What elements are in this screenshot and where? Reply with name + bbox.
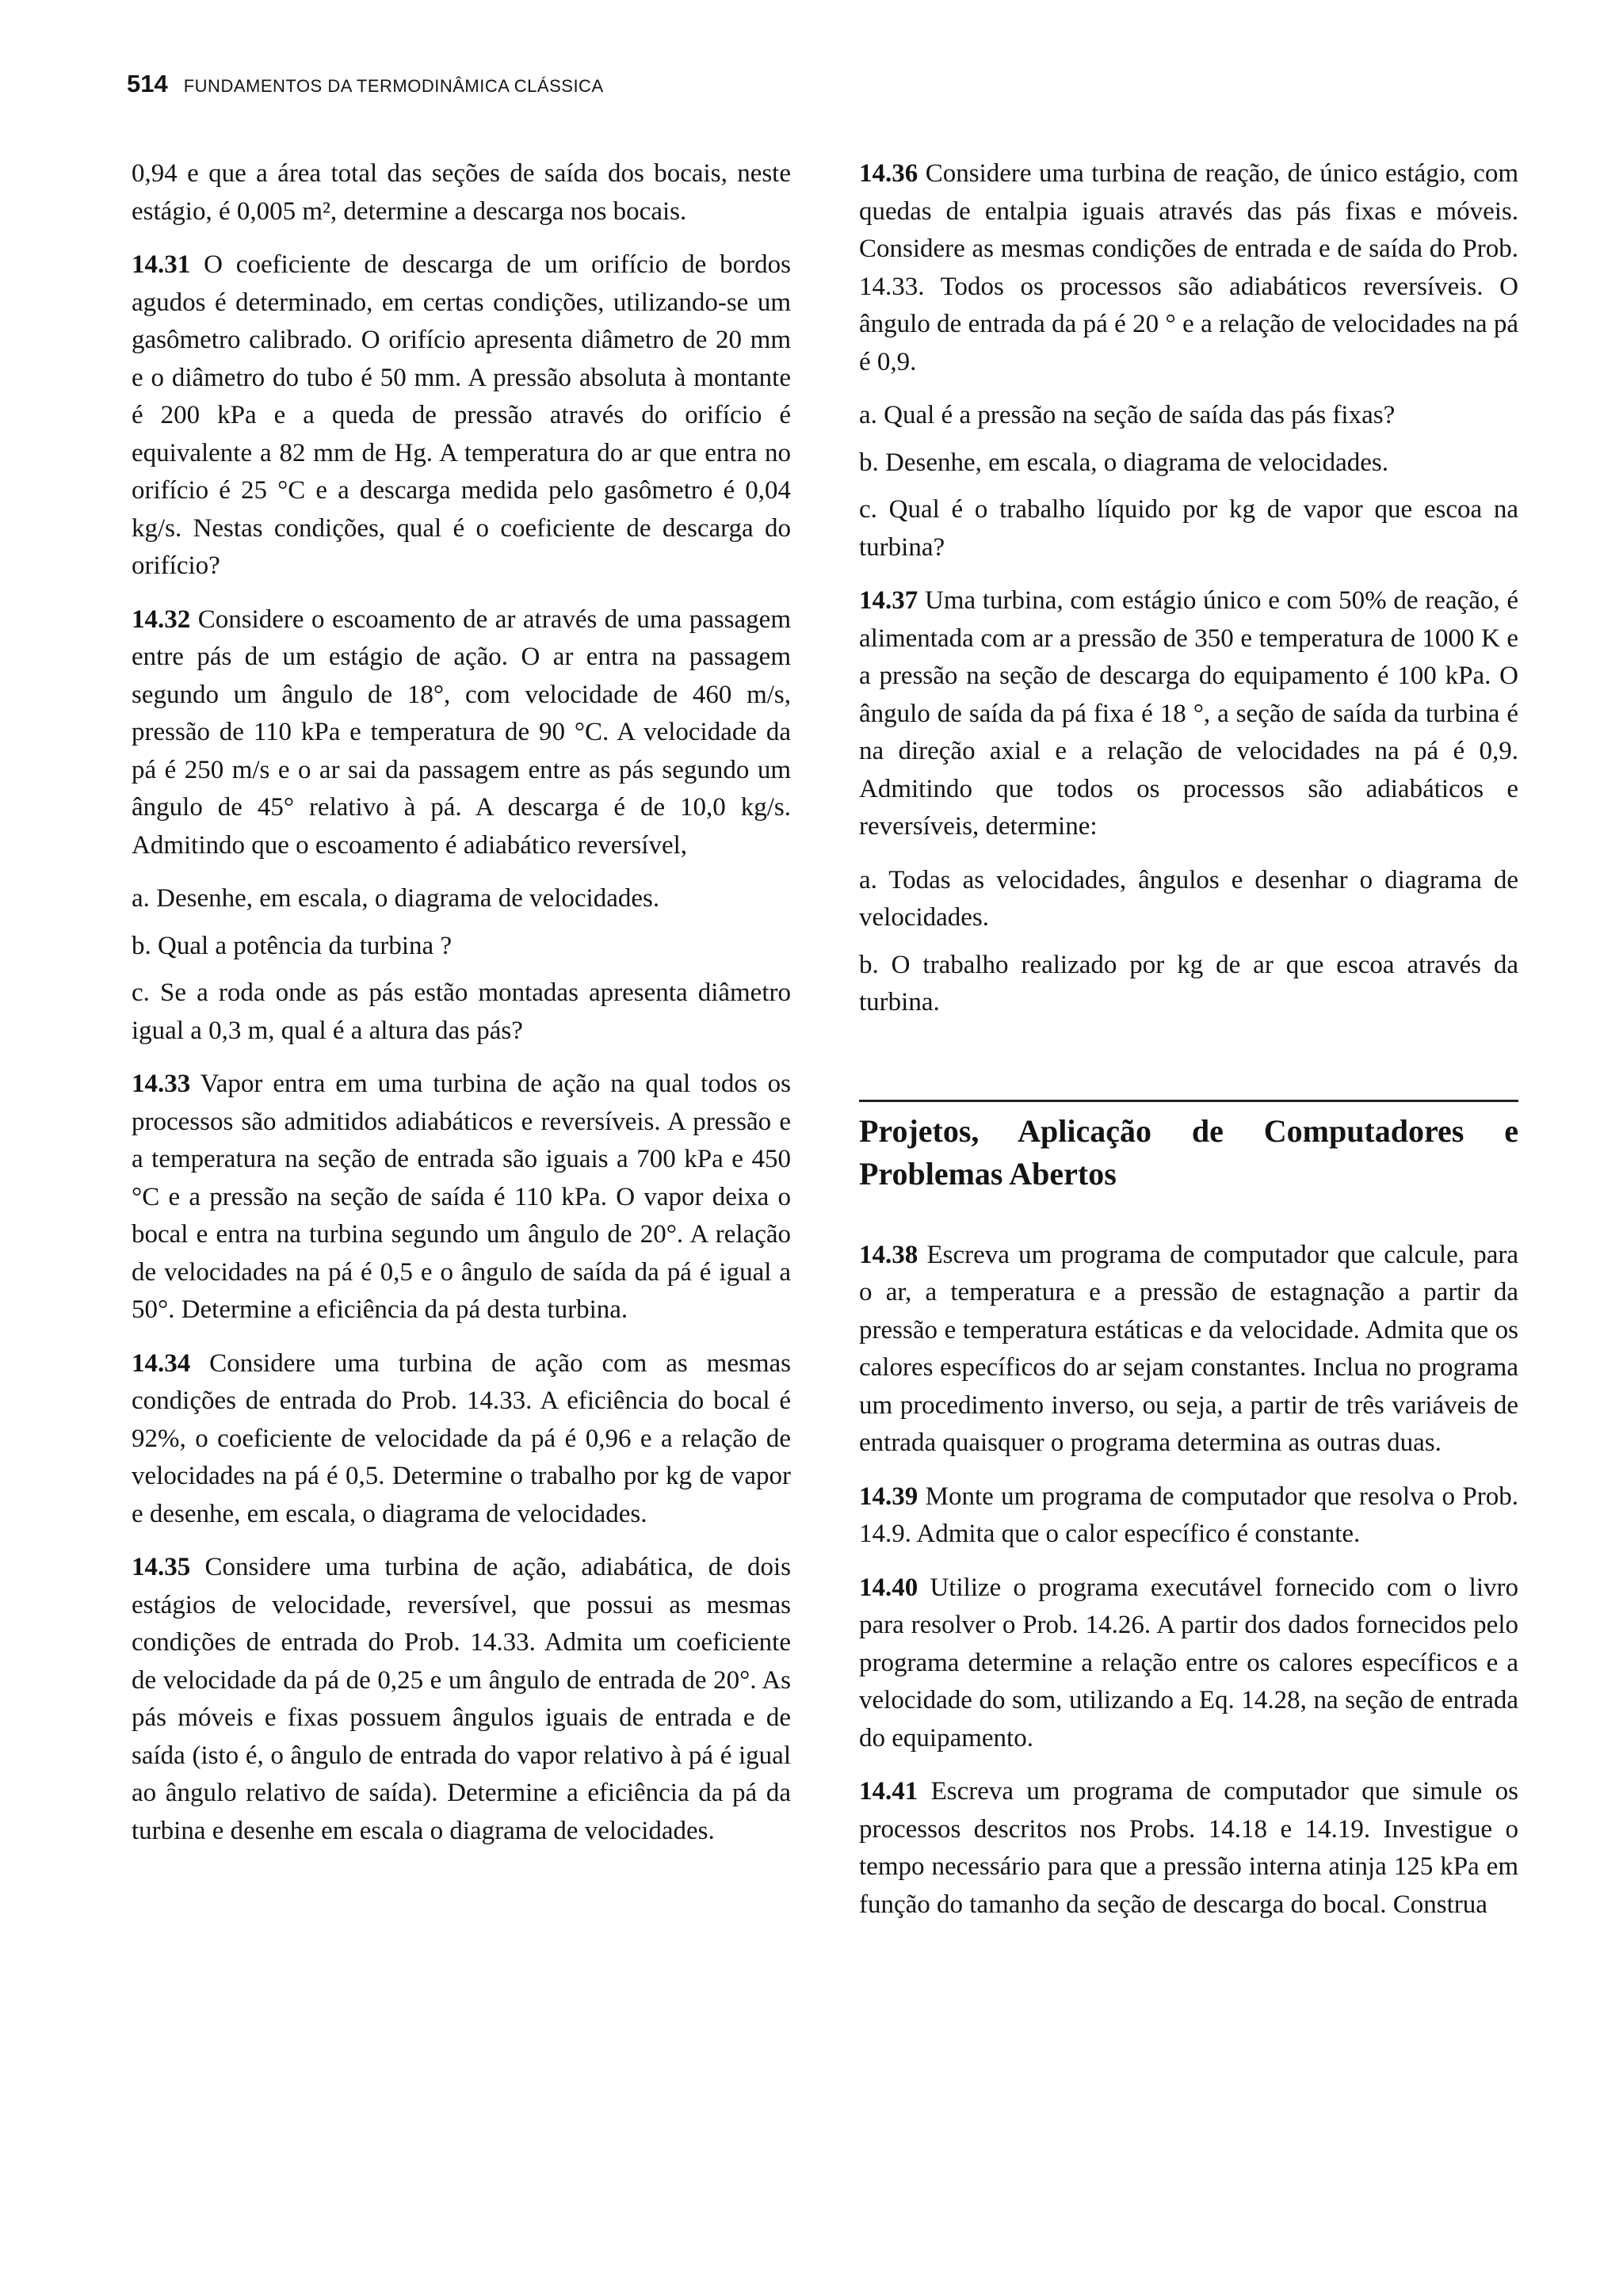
problem-number: 14.32 bbox=[132, 605, 191, 634]
problem-14-35 bbox=[132, 1549, 791, 1850]
problem-number: 14.41 bbox=[859, 1777, 918, 1806]
problem-text: Escreva um programa de computador que simule os processos descritos nos Probs. 14.18 e 14.19. Investigue o tempo necessário para que a pressão interna atinja 125 kPa em função do tamanho da seção de descarga do bocal. Construa bbox=[859, 1777, 1518, 1919]
problem-14-32-item-b: b. Qual a potência da turbina ? bbox=[132, 931, 453, 960]
problem-14-34 bbox=[132, 1345, 791, 1534]
problem-number: 14.36 bbox=[859, 159, 918, 188]
problem-number: 14.35 bbox=[132, 1553, 191, 1581]
problem-14-37-item-b: b. O trabalho realizado por kg de ar que escoa através da turbina. bbox=[859, 950, 1518, 1016]
problem-text: Considere uma turbina de ação, adiabática, de dois estágios de velocidade, reversível, que possui as mesmas condições de entrada do Prob. 14.33. Admita um coeficiente de velocidade da pá de 0,25 e um ângulo de entrada de 20°. As pás móveis e fixas possuem ângulos iguais de entrada e de saída (isto é, o ângulo de entrada do vapor relativo à pá é igual ao ângulo relativo de saída). Determine a eficiência da pá da turbina e desenhe em escala o diagrama de velocidades. bbox=[132, 1553, 791, 1845]
running-title: FUNDAMENTOS DA TERMODINÂMICA CLÁSSICA bbox=[183, 76, 604, 96]
problem-14-38 bbox=[859, 1237, 1518, 1463]
problem-14-36-item-b: b. Desenhe, em escala, o diagrama de velocidades. bbox=[859, 448, 1388, 477]
problem-text: Considere o escoamento de ar através de uma passagem entre pás de um estágio de ação. O ar entra na passagem segundo um ângulo de 18°, com velocidade de 460 m/s, pressão de 110 kPa e temperatura de 90 °C. A velocidade da pá é 250 m/s e o ar sai da passagem entre as pás segundo um ângulo de 45° relativo à pá. A descarga é de 10,0 kg/s. Admitindo que o escoamento é adiabático reversível, bbox=[132, 605, 791, 860]
problem-14-37 bbox=[859, 582, 1518, 846]
problem-14-32-item-a: a. Desenhe, em escala, o diagrama de velocidades. bbox=[132, 884, 660, 913]
problem-number: 14.33 bbox=[132, 1070, 191, 1098]
problem-text: Considere uma turbina de ação com as mesmas condições de entrada do Prob. 14.33. A eficiência do bocal é 92%, o coeficiente de velocidade da pá é 0,96 e a relação de velocidades na pá é 0,5. Determine o trabalho por kg de vapor e desenhe, em escala, o diagrama de velocidades. bbox=[132, 1348, 791, 1528]
continuation-paragraph: 0,94 e que a área total das seções de saída dos bocais, neste estágio, é 0,005 m², determine a descarga nos bocais. bbox=[132, 159, 791, 226]
problem-14-32 bbox=[132, 601, 791, 865]
problem-text: Escreva um programa de computador que calcule, para o ar, a temperatura e a pressão de estagnação a partir da pressão e temperatura estáticas e da velocidade. Admita que os calores específicos do ar sejam constantes. Inclua no programa um procedimento inverso, ou seja, a partir de três variáveis de entrada quaisquer o programa determina as outras duas. bbox=[859, 1240, 1518, 1457]
problem-14-39 bbox=[859, 1478, 1518, 1554]
page-header bbox=[127, 70, 1553, 108]
section-divider bbox=[859, 1100, 1518, 1102]
problem-14-37-item-a: a. Todas as velocidades, ângulos e desenhar o diagrama de velocidades. bbox=[859, 865, 1518, 932]
problem-text: Considere uma turbina de reação, de único estágio, com quedas de entalpia iguais através das pás fixas e móveis. Considere as mesmas condições de entrada e de saída do Prob. 14.33. Todos os processos são adiabáticos reversíveis. O ângulo de entrada da pá é 20 ° e a relação de velocidades na pá é 0,9. bbox=[859, 159, 1518, 376]
right-column bbox=[859, 155, 1518, 1939]
problem-14-31 bbox=[132, 246, 791, 585]
problem-number: 14.37 bbox=[859, 586, 918, 615]
problem-text: Monte um programa de computador que resolva o Prob. 14.9. Admita que o calor específico é constante. bbox=[859, 1482, 1518, 1548]
problem-number: 14.34 bbox=[132, 1348, 191, 1378]
problem-14-36-item-c: c. Qual é o trabalho líquido por kg de vapor que escoa na turbina? bbox=[859, 495, 1518, 562]
problem-14-36 bbox=[859, 155, 1518, 381]
problem-text: Vapor entra em uma turbina de ação na qual todos os processos são admitidos adiabáticos e reversíveis. A pressão e a temperatura na seção de entrada são iguais a 700 kPa e 450 °C e a pressão na seção de saída é 110 kPa. O vapor deixa o bocal e entra na turbina segundo um ângulo de 20°. A relação de velocidades na pá é 0,5 e o ângulo de saída da pá é igual a 50°. Determine a eficiência da pá desta turbina. bbox=[132, 1070, 791, 1324]
problem-14-32-item-c: c. Se a roda onde as pás estão montadas apresenta diâmetro igual a 0,3 m, qual é a altura das pás? bbox=[132, 978, 791, 1045]
page-number: 514 bbox=[127, 70, 168, 97]
problem-number: 14.40 bbox=[859, 1573, 918, 1602]
problem-14-36-item-a: a. Qual é a pressão na seção de saída das pás fixas? bbox=[859, 401, 1396, 429]
problem-number: 14.31 bbox=[132, 250, 191, 279]
section-title: Projetos, Aplicação de Computadores e Problemas Abertos bbox=[859, 1112, 1518, 1192]
problem-text: Utilize o programa executável fornecido com o livro para resolver o Prob. 14.26. A partir dos dados fornecidos pelo programa determine a relação entre os calores específicos e a velocidade do som, utilizando a Eq. 14.28, na seção de entrada do equipamento. bbox=[859, 1573, 1518, 1753]
problem-14-40 bbox=[859, 1569, 1518, 1758]
problem-text: O coeficiente de descarga de um orifício de bordos agudos é determinado, em certas condições, utilizando-se um gasômetro calibrado. O orifício apresenta diâmetro de 20 mm e o diâmetro do tubo é 50 mm. A pressão absoluta à montante é 200 kPa e a queda de pressão através do orifício é equivalente a 82 mm de Hg. A temperatura do ar que entra no orifício é 25 °C e a descarga medida pelo gasômetro é 0,04 kg/s. Nestas condições, qual é o coeficiente de descarga do orifício? bbox=[132, 250, 791, 580]
problem-number: 14.39 bbox=[859, 1482, 918, 1511]
problem-14-33 bbox=[132, 1066, 791, 1329]
problem-number: 14.38 bbox=[859, 1240, 918, 1269]
problem-14-41 bbox=[859, 1773, 1518, 1924]
problem-text: Uma turbina, com estágio único e com 50% de reação, é alimentada com ar a pressão de 350 e temperatura de 1000 K e a pressão na seção de descarga do equipamento é 100 kPa. O ângulo de saída da pá fixa é 18 °, a seção de saída da turbina é na direção axial e a relação de velocidades na pá é 0,9. Admitindo que todos os processos são adiabáticos e reversíveis, determine: bbox=[859, 586, 1518, 841]
left-column bbox=[132, 155, 791, 1866]
